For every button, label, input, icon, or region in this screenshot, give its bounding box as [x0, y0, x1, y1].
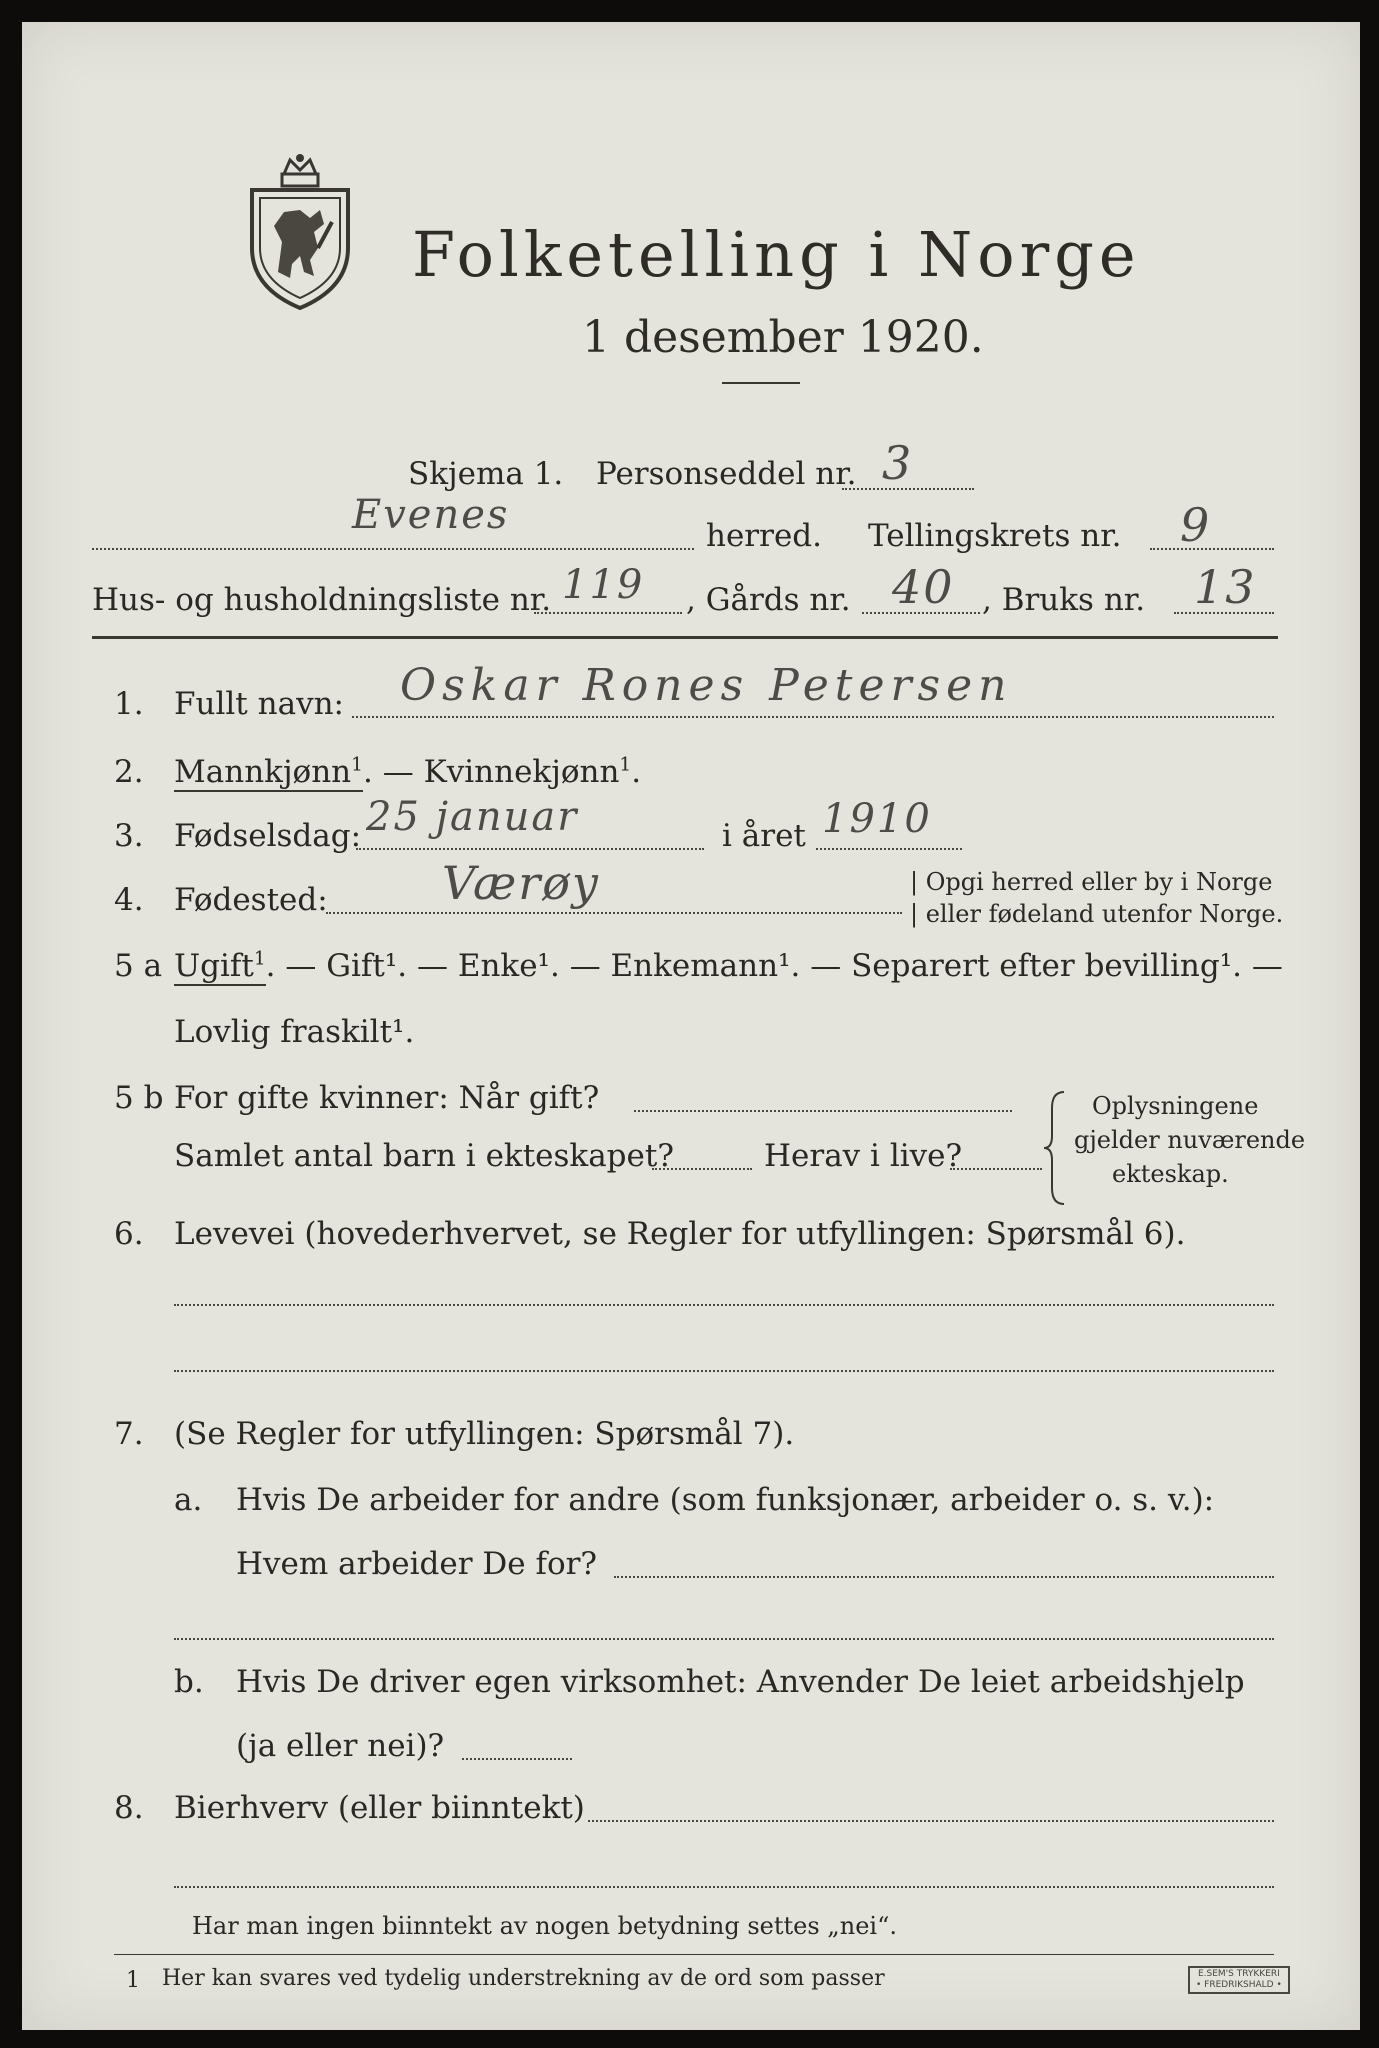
birthyear-value: 1910 [822, 796, 932, 842]
footnote-divider [114, 1954, 1274, 1955]
q5b-note-line2: gjelder nuværende [1074, 1126, 1306, 1154]
q8-label: Bierhverv (eller biinntekt) [174, 1790, 585, 1826]
occupation-field-line2[interactable] [174, 1370, 1274, 1372]
q7b-letter: b. [174, 1664, 204, 1700]
birthplace-note-line1: | Opgi herred eller by i Norge [910, 868, 1273, 896]
printer-line1: E.SEM'S TRYKKERI [1197, 1969, 1280, 1979]
q6-number: 6. [114, 1216, 144, 1252]
printer-stamp [1188, 1966, 1290, 1994]
coat-of-arms-icon [244, 152, 356, 312]
q2-number: 2. [114, 754, 144, 790]
tellingskrets-label: Tellingskrets nr. [868, 518, 1122, 554]
birthplace-note-line2: | eller fødeland utenfor Norge. [910, 900, 1284, 928]
children-total-field[interactable] [652, 1168, 752, 1170]
marital-ugift-option[interactable]: Ugift$^1$ [174, 948, 266, 984]
husholdningsliste-field[interactable] [534, 612, 682, 614]
marital-status-options [174, 948, 1283, 984]
sex-female-label: Kvinnekjønn [423, 754, 620, 790]
sex-end: . [631, 754, 642, 790]
census-form [22, 22, 1360, 2030]
full-name-value: Oskar Rones Petersen [400, 660, 1013, 711]
birthdate-field[interactable] [356, 848, 704, 850]
q4-number: 4. [114, 882, 144, 918]
husholdningsliste-label: Hus- og husholdningsliste nr. [92, 582, 552, 618]
birthdate-value: 25 januar [366, 794, 579, 840]
personseddel-label: Personseddel nr. [596, 456, 857, 492]
occupation-field-line1[interactable] [174, 1304, 1274, 1306]
marital-fraskilt-option[interactable]: Lovlig fraskilt¹. [174, 1014, 415, 1050]
q7a-question: Hvis De arbeider for andre (som funksjonær, arbeider o. s. v.): [236, 1482, 1215, 1518]
sex-female-option[interactable]: Kvinnekjønn$^1$ [423, 754, 632, 790]
bruks-label: , Bruks nr. [982, 582, 1146, 618]
birthplace-value: Værøy [442, 856, 600, 910]
sex-male-option[interactable]: Mannkjønn$^1$ [174, 754, 363, 790]
q7-label: (Se Regler for utfyllingen: Spørsmål 7). [174, 1416, 795, 1452]
census-date: 1 desember 1920. [582, 312, 984, 363]
herred-value: Evenes [352, 492, 510, 538]
q4-label: Fødested: [174, 882, 328, 918]
header-separator [92, 636, 1278, 639]
q7b-question: Hvis De driver egen virksomhet: Anvender De leiet arbeidshjelp [236, 1664, 1245, 1700]
birthplace-field[interactable] [326, 912, 902, 914]
sex-male-label: Mannkjønn [174, 754, 352, 790]
q1-number: 1. [114, 686, 144, 722]
hired-help-field[interactable] [462, 1758, 572, 1760]
q5b-note-line1: Oplysningene [1092, 1092, 1259, 1120]
gards-value: 40 [892, 560, 955, 614]
birthplace-note-text1: Opgi herred eller by i Norge [925, 868, 1273, 896]
personseddel-value: 3 [882, 436, 914, 490]
herred-field[interactable] [92, 548, 694, 550]
q5b-alive-label: Herav i live? [764, 1138, 963, 1174]
sex-separator: . — [363, 754, 424, 790]
tellingskrets-value: 9 [1180, 498, 1212, 552]
sex-options [174, 754, 641, 790]
side-income-field[interactable] [588, 1820, 1274, 1822]
bruks-value: 13 [1194, 560, 1257, 614]
tellingskrets-field[interactable] [1150, 548, 1274, 550]
title-divider [722, 382, 800, 384]
married-date-field[interactable] [634, 1110, 1012, 1112]
q3-number: 3. [114, 818, 144, 854]
q7a-letter: a. [174, 1482, 203, 1518]
printer-line2: • FREDRIKSHALD • [1196, 1980, 1282, 1990]
q3-label: Fødselsdag: [174, 818, 362, 854]
q7b-yesno-label: (ja eller nei)? [236, 1728, 445, 1764]
husholdningsliste-value: 119 [562, 562, 645, 608]
q5a-number: 5 a [114, 948, 163, 984]
full-name-field[interactable] [352, 716, 1274, 718]
employer-field-line2[interactable] [174, 1638, 1274, 1640]
children-alive-field[interactable] [950, 1168, 1042, 1170]
form-title: Folketelling i Norge [412, 218, 1141, 291]
q8-number: 8. [114, 1790, 144, 1826]
q5b-number: 5 b [114, 1080, 164, 1116]
herred-label: herred. [706, 518, 822, 554]
q8-note: Har man ingen biinntekt av nogen betydning settes „nei“. [192, 1912, 897, 1940]
marital-ugift-label: Ugift [174, 948, 254, 984]
side-income-field-line2[interactable] [174, 1886, 1274, 1888]
gards-label: , Gårds nr. [686, 582, 851, 618]
employer-field[interactable] [614, 1576, 1274, 1578]
schema-label: Skjema 1. [408, 456, 564, 492]
birthyear-label: i året [722, 818, 806, 854]
q1-label: Fullt navn: [174, 686, 344, 722]
birthyear-field[interactable] [816, 848, 962, 850]
footnote-text: Her kan svares ved tydelig understrekning av de ord som passer [162, 1966, 885, 1991]
q7a-employer-label: Hvem arbeider De for? [236, 1546, 598, 1582]
q5b-note-line3: ekteskap. [1112, 1160, 1229, 1188]
q5b-children-label: Samlet antal barn i ekteskapet? [174, 1138, 674, 1174]
birthplace-note-text2: eller fødeland utenfor Norge. [925, 900, 1284, 928]
q6-label: Levevei (hovederhvervet, se Regler for utfyllingen: Spørsmål 6). [174, 1216, 1186, 1252]
q7-number: 7. [114, 1416, 144, 1452]
footnote-mark: 1 [126, 1968, 140, 1993]
q5b-brace-icon [1042, 1088, 1070, 1208]
q5b-married-label: For gifte kvinner: Når gift? [174, 1080, 600, 1116]
marital-other-options[interactable]: . — Gift¹. — Enke¹. — Enkemann¹. — Separert efter bevilling¹. — [265, 948, 1283, 984]
